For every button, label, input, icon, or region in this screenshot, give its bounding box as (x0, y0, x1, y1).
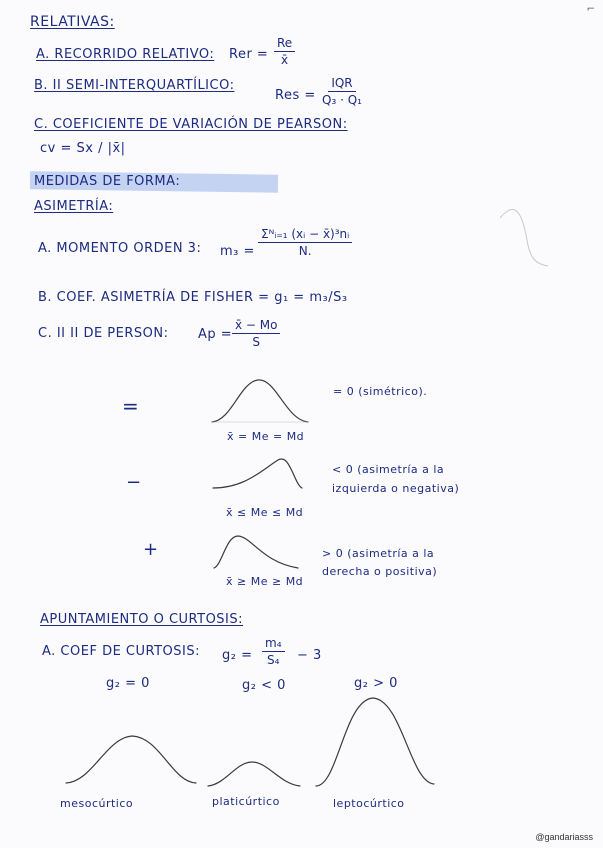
corner-mark: ⌐ (586, 4, 595, 15)
cond-platicurtico: g₂ < 0 (242, 678, 286, 693)
sign-equal: = (122, 394, 140, 418)
desc-positive-line1: > 0 (asimetría a la (322, 547, 435, 560)
coef-curtosis-tail: − 3 (297, 648, 322, 663)
cond-leptocurtico: g₂ > 0 (354, 676, 398, 691)
label-platicurtico: platicúrtico (212, 795, 280, 808)
heading-relativas: RELATIVAS: (30, 14, 115, 30)
recorrido-relativo-label: A. RECORRIDO RELATIVO: (36, 47, 215, 62)
fraction-numerator: IQR (328, 76, 355, 92)
fraction-numerator: Σᴺᵢ₌₁ (xᵢ − x̄)³nᵢ (258, 227, 352, 243)
coef-variacion-formula: cv = Sx / |x̄| (40, 141, 126, 156)
fraction-numerator: Re (274, 36, 295, 52)
desc-negative-line2: izquierda o negativa) (332, 482, 460, 495)
relation-negative: x̄ ≤ Me ≤ Md (226, 506, 304, 519)
semi-interquartilico-lhs: Res = (275, 88, 316, 103)
momento-orden-lhs: m₃ = (220, 244, 255, 259)
fraction-denominator: S₄ (267, 653, 280, 667)
recorrido-relativo-lhs: Rer = (229, 47, 269, 62)
relation-positive: x̄ ≥ Me ≥ Md (226, 575, 304, 588)
momento-orden-label: A. MOMENTO ORDEN 3: (38, 241, 202, 256)
fraction-denominator: Q₃ · Q₁ (322, 93, 362, 107)
coef-pearson-label: C. II II DE PERSON: (38, 326, 169, 341)
positive-skew-curve (214, 536, 298, 568)
sign-plus: + (143, 539, 159, 560)
coef-curtosis-label: A. COEF DE CURTOSIS: (42, 644, 200, 659)
desc-negative-line1: < 0 (asimetría a la (332, 463, 445, 476)
desc-symmetric: = 0 (simétrico). (333, 385, 428, 398)
leptokurtic-curve (316, 698, 434, 786)
label-mesocurtico: mesocúrtico (60, 797, 134, 810)
fraction-denominator: N. (298, 244, 312, 258)
coef-fisher-label: B. COEF. ASIMETRÍA DE FISHER = g₁ = m₃/S₃ (38, 290, 348, 305)
coef-variacion-label: C. COEFICIENTE DE VARIACIÓN DE PEARSON: (34, 117, 348, 132)
show-through-mark (500, 209, 548, 266)
fraction-numerator: m₄ (262, 636, 285, 652)
fraction-denominator: S (252, 335, 261, 349)
fraction-numerator: x̄ − Mo (232, 318, 280, 334)
sign-minus: − (126, 472, 142, 493)
heading-medidas-forma: MEDIDAS DE FORMA: (34, 174, 181, 189)
label-leptocurtico: leptocúrtico (333, 797, 405, 810)
heading-asimetria: ASIMETRÍA: (34, 199, 114, 214)
relation-symmetric: x̄ = Me = Md (227, 430, 305, 443)
semi-interquartilico-text: B. II SEMI-INTERQUARTÍLICO: (34, 78, 235, 93)
credit-handle: @gandariasss (535, 832, 593, 842)
negative-skew-curve (213, 459, 302, 488)
heading-curtosis: APUNTAMIENTO O CURTOSIS: (40, 612, 244, 627)
coef-curtosis-lhs: g₂ = (222, 648, 253, 663)
mesokurtic-curve (66, 736, 196, 783)
fraction-denominator: x̄ (281, 53, 289, 67)
platykurtic-curve (208, 762, 300, 786)
desc-positive-line2: derecha o positiva) (322, 565, 438, 578)
symmetric-curve (212, 380, 308, 422)
cond-mesocurtico: g₂ = 0 (106, 676, 150, 691)
coef-pearson-lhs: Ap = (198, 327, 233, 342)
